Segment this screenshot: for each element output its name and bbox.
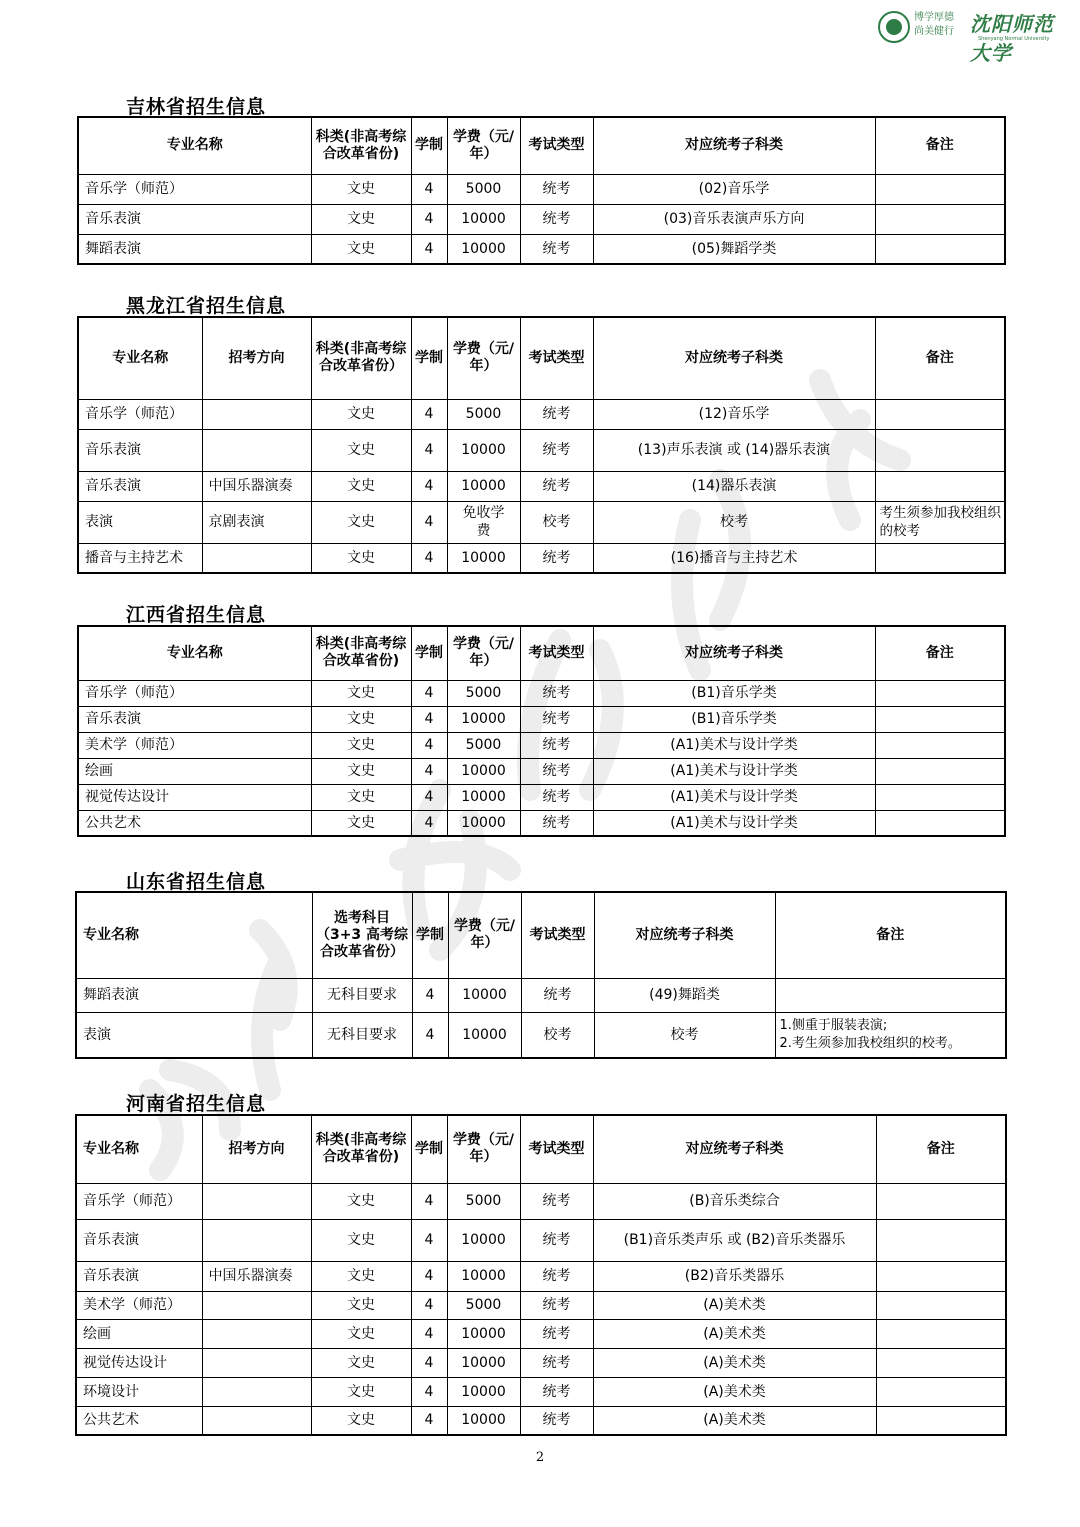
- table-row: [76, 1012, 1006, 1058]
- cell: [875, 429, 1005, 471]
- column-header: 学制: [411, 117, 447, 174]
- column-header: 学费（元/年）: [447, 626, 520, 680]
- cell: (A)美术类: [593, 1291, 876, 1319]
- cell: 文史: [311, 1348, 411, 1377]
- cell: 10000: [447, 1261, 520, 1291]
- cell: 中国乐器演奏: [202, 1261, 311, 1291]
- cell: [875, 706, 1005, 732]
- cell: 统考: [520, 399, 593, 429]
- cell: 10000: [447, 1377, 520, 1406]
- cell: 10000: [448, 1012, 521, 1058]
- cell: [202, 399, 311, 429]
- column-header: 备注: [775, 892, 1006, 978]
- cell: [875, 471, 1005, 501]
- cell: 无科目要求: [312, 978, 412, 1012]
- table-heilongjiang: [77, 316, 1006, 574]
- cell: 文史: [311, 429, 411, 471]
- university-logo: [878, 10, 1068, 65]
- cell: (A)美术类: [593, 1319, 876, 1348]
- cell: 校考: [594, 1012, 775, 1058]
- cell: (03)音乐表演声乐方向: [593, 204, 875, 234]
- cell: 文史: [311, 680, 411, 706]
- table-henan: [75, 1114, 1007, 1436]
- cell: 文史: [311, 784, 411, 810]
- cell: 文史: [311, 810, 411, 836]
- cell: 校考: [521, 1012, 594, 1058]
- column-header: 学费（元/年）: [447, 317, 520, 399]
- cell: 音乐表演: [76, 1261, 202, 1291]
- cell: [876, 1319, 1006, 1348]
- university-motto: 博学厚德 尚美健行: [914, 12, 954, 37]
- cell: 4: [411, 1291, 447, 1319]
- column-header: 专业名称: [78, 117, 311, 174]
- cell: 统考: [520, 732, 593, 758]
- cell: [876, 1183, 1006, 1219]
- cell: [875, 543, 1005, 573]
- column-header: 专业名称: [78, 626, 311, 680]
- cell: 4: [411, 471, 447, 501]
- table-row: [78, 758, 1005, 784]
- cell: 文史: [311, 1219, 411, 1261]
- cell: 文史: [311, 174, 411, 204]
- cell: 4: [412, 978, 448, 1012]
- table-row: [78, 784, 1005, 810]
- cell: 文史: [311, 1261, 411, 1291]
- cell: 视觉传达设计: [78, 784, 311, 810]
- table-row: [78, 810, 1005, 836]
- cell: 文史: [311, 1377, 411, 1406]
- section-title-jiangxi: 江西省招生信息: [126, 604, 267, 626]
- cell: 统考: [520, 234, 593, 264]
- cell: 统考: [520, 204, 593, 234]
- column-header: 科类(非高考综合改革省份）: [311, 317, 411, 399]
- section-title-shandong: 山东省招生信息: [126, 871, 267, 893]
- cell: [202, 1319, 311, 1348]
- table-row: [76, 1406, 1006, 1435]
- table-row: [76, 1291, 1006, 1319]
- cell: 京剧表演: [202, 501, 311, 543]
- cell: 统考: [521, 978, 594, 1012]
- cell: 4: [411, 174, 447, 204]
- cell: (A1)美术与设计学类: [593, 758, 875, 784]
- cell: 音乐学（师范）: [78, 399, 202, 429]
- column-header: 对应统考子科类: [593, 117, 875, 174]
- cell: 10000: [447, 706, 520, 732]
- table-row: [78, 399, 1005, 429]
- cell: (13)声乐表演 或 (14)器乐表演: [593, 429, 875, 471]
- cell: 5000: [447, 399, 520, 429]
- cell: (05)舞蹈学类: [593, 234, 875, 264]
- cell: 4: [411, 1319, 447, 1348]
- cell: 统考: [520, 1261, 593, 1291]
- cell: 4: [411, 1219, 447, 1261]
- table-row: [76, 1377, 1006, 1406]
- column-header: 学制: [411, 1115, 447, 1183]
- cell: 10000: [447, 543, 520, 573]
- university-english-name: Shenyang Normal University: [978, 36, 1050, 42]
- section-title-jilin: 吉林省招生信息: [126, 96, 267, 118]
- cell: 文史: [311, 204, 411, 234]
- table-jiangxi: [77, 625, 1006, 837]
- cell: 文史: [311, 732, 411, 758]
- cell: 统考: [520, 1183, 593, 1219]
- column-header: 专业名称: [76, 892, 312, 978]
- cell: 音乐学（师范）: [76, 1183, 202, 1219]
- cell: [202, 429, 311, 471]
- cell: [202, 543, 311, 573]
- cell: (B)音乐类综合: [593, 1183, 876, 1219]
- table-row: [78, 204, 1005, 234]
- cell: [875, 758, 1005, 784]
- cell: 统考: [520, 1377, 593, 1406]
- column-header: 考试类型: [520, 317, 593, 399]
- column-header: 对应统考子科类: [593, 626, 875, 680]
- cell: 绘画: [76, 1319, 202, 1348]
- table-row: [76, 1219, 1006, 1261]
- cell: 统考: [520, 1291, 593, 1319]
- cell: 音乐表演: [78, 706, 311, 732]
- cell: [202, 1291, 311, 1319]
- column-header: 考试类型: [520, 626, 593, 680]
- column-header: 考试类型: [520, 1115, 593, 1183]
- cell: 10000: [447, 1319, 520, 1348]
- cell: 统考: [520, 1348, 593, 1377]
- cell: 10000: [447, 204, 520, 234]
- cell: (B1)音乐学类: [593, 680, 875, 706]
- cell: 免收学费: [447, 501, 520, 543]
- cell: (A1)美术与设计学类: [593, 810, 875, 836]
- university-seal-icon: [878, 11, 910, 43]
- column-header: 学制: [411, 626, 447, 680]
- cell: 统考: [520, 1319, 593, 1348]
- table-row: [76, 1183, 1006, 1219]
- cell: 4: [411, 501, 447, 543]
- cell: (12)音乐学: [593, 399, 875, 429]
- cell: 4: [411, 1406, 447, 1435]
- cell: 文史: [311, 706, 411, 732]
- table-shandong: [75, 891, 1007, 1059]
- cell: 公共艺术: [78, 810, 311, 836]
- cell: 视觉传达设计: [76, 1348, 202, 1377]
- column-header: 对应统考子科类: [593, 1115, 876, 1183]
- column-header: 备注: [875, 317, 1005, 399]
- page-number: 2: [535, 1450, 545, 1465]
- cell: 5000: [447, 174, 520, 204]
- cell: 舞蹈表演: [76, 978, 312, 1012]
- cell: 10000: [447, 810, 520, 836]
- cell: (16)播音与主持艺术: [593, 543, 875, 573]
- cell: [875, 204, 1005, 234]
- cell: 4: [411, 1377, 447, 1406]
- cell: [876, 1377, 1006, 1406]
- cell: 统考: [520, 1219, 593, 1261]
- cell: 校考: [593, 501, 875, 543]
- cell: 5000: [447, 680, 520, 706]
- cell: 4: [411, 784, 447, 810]
- cell: 4: [411, 399, 447, 429]
- cell: 音乐表演: [78, 429, 202, 471]
- cell: [875, 234, 1005, 264]
- cell: 文史: [311, 543, 411, 573]
- cell: 10000: [447, 758, 520, 784]
- cell: 文史: [311, 399, 411, 429]
- cell: 统考: [520, 810, 593, 836]
- column-header: 考试类型: [520, 117, 593, 174]
- table-row: [78, 429, 1005, 471]
- table-row: [76, 1261, 1006, 1291]
- cell: (02)音乐学: [593, 174, 875, 204]
- cell: 4: [411, 543, 447, 573]
- cell: 统考: [520, 471, 593, 501]
- cell: 4: [411, 680, 447, 706]
- cell: 中国乐器演奏: [202, 471, 311, 501]
- cell: 音乐学（师范）: [78, 680, 311, 706]
- cell: 10000: [448, 978, 521, 1012]
- column-header: 选考科目（3+3 高考综合改革省份）: [312, 892, 412, 978]
- cell: 5000: [447, 1183, 520, 1219]
- column-header: 学费（元/年）: [447, 1115, 520, 1183]
- section-title-heilongjiang: 黑龙江省招生信息: [126, 295, 287, 317]
- cell: [202, 1406, 311, 1435]
- cell: [876, 1261, 1006, 1291]
- cell: 文史: [311, 1183, 411, 1219]
- column-header: 学制: [412, 892, 448, 978]
- cell: 音乐表演: [78, 204, 311, 234]
- column-header: 招考方向: [202, 317, 311, 399]
- cell: 4: [411, 204, 447, 234]
- column-header: 专业名称: [78, 317, 202, 399]
- table-row: [76, 978, 1006, 1012]
- table-row: [78, 174, 1005, 204]
- table-row: [78, 234, 1005, 264]
- cell: 公共艺术: [76, 1406, 202, 1435]
- column-header: 学费（元/年）: [448, 892, 521, 978]
- cell: 音乐学（师范）: [78, 174, 311, 204]
- cell: 美术学（师范）: [76, 1291, 202, 1319]
- cell: 无科目要求: [312, 1012, 412, 1058]
- cell: 表演: [76, 1012, 312, 1058]
- cell: (49)舞蹈类: [594, 978, 775, 1012]
- table-row: [76, 1319, 1006, 1348]
- cell: 播音与主持艺术: [78, 543, 202, 573]
- column-header: 科类(非高考综合改革省份): [311, 117, 411, 174]
- section-title-henan: 河南省招生信息: [126, 1093, 267, 1115]
- cell: 4: [411, 706, 447, 732]
- cell: [875, 680, 1005, 706]
- cell: 4: [411, 1183, 447, 1219]
- cell: 考生须参加我校组织的校考: [875, 501, 1005, 543]
- cell: (A)美术类: [593, 1406, 876, 1435]
- cell: [875, 399, 1005, 429]
- cell: (B1)音乐学类: [593, 706, 875, 732]
- column-header: 对应统考子科类: [594, 892, 775, 978]
- cell: (A)美术类: [593, 1348, 876, 1377]
- cell: (B2)音乐类器乐: [593, 1261, 876, 1291]
- cell: 5000: [447, 732, 520, 758]
- cell: 10000: [447, 429, 520, 471]
- cell: [876, 1219, 1006, 1261]
- cell: 4: [411, 732, 447, 758]
- cell: (A)美术类: [593, 1377, 876, 1406]
- table-row: [78, 706, 1005, 732]
- cell: 4: [411, 1261, 447, 1291]
- cell: 环境设计: [76, 1377, 202, 1406]
- column-header: 科类(非高考综合改革省份): [311, 626, 411, 680]
- cell: 音乐表演: [78, 471, 202, 501]
- cell: 统考: [520, 706, 593, 732]
- cell: 10000: [447, 234, 520, 264]
- table-jilin: [77, 116, 1006, 265]
- university-name: 沈阳师范大学: [970, 12, 1054, 65]
- column-header: 考试类型: [521, 892, 594, 978]
- cell: 文史: [311, 1291, 411, 1319]
- cell: 文史: [311, 758, 411, 784]
- table-row: [78, 732, 1005, 758]
- cell: 4: [412, 1012, 448, 1058]
- cell: 绘画: [78, 758, 311, 784]
- cell: 文史: [311, 1406, 411, 1435]
- cell: [875, 784, 1005, 810]
- column-header: 招考方向: [202, 1115, 311, 1183]
- cell: (14)器乐表演: [593, 471, 875, 501]
- cell: 4: [411, 429, 447, 471]
- table-row: [78, 680, 1005, 706]
- cell: 4: [411, 758, 447, 784]
- cell: 4: [411, 234, 447, 264]
- cell: (A1)美术与设计学类: [593, 732, 875, 758]
- cell: [876, 1406, 1006, 1435]
- cell: 10000: [447, 784, 520, 810]
- cell: 统考: [520, 758, 593, 784]
- column-header: 备注: [875, 117, 1005, 174]
- cell: [876, 1291, 1006, 1319]
- cell: [202, 1183, 311, 1219]
- table-row: [76, 1348, 1006, 1377]
- cell: 10000: [447, 1406, 520, 1435]
- cell: [875, 174, 1005, 204]
- cell: 1.侧重于服装表演; 2.考生须参加我校组织的校考。: [775, 1012, 1006, 1058]
- cell: [202, 1348, 311, 1377]
- cell: 10000: [447, 1219, 520, 1261]
- cell: 4: [411, 810, 447, 836]
- column-header: 科类(非高考综合改革省份): [311, 1115, 411, 1183]
- column-header: 学制: [411, 317, 447, 399]
- cell: (A1)美术与设计学类: [593, 784, 875, 810]
- cell: 5000: [447, 1291, 520, 1319]
- cell: [876, 1348, 1006, 1377]
- cell: 表演: [78, 501, 202, 543]
- column-header: 专业名称: [76, 1115, 202, 1183]
- cell: 音乐表演: [76, 1219, 202, 1261]
- cell: 文史: [311, 471, 411, 501]
- cell: 统考: [520, 680, 593, 706]
- cell: [202, 1219, 311, 1261]
- cell: 统考: [520, 543, 593, 573]
- column-header: 对应统考子科类: [593, 317, 875, 399]
- cell: (B1)音乐类声乐 或 (B2)音乐类器乐: [593, 1219, 876, 1261]
- cell: [202, 1377, 311, 1406]
- cell: 10000: [447, 471, 520, 501]
- cell: 校考: [520, 501, 593, 543]
- cell: [875, 732, 1005, 758]
- cell: 10000: [447, 1348, 520, 1377]
- cell: [875, 810, 1005, 836]
- column-header: 备注: [875, 626, 1005, 680]
- cell: 美术学（师范）: [78, 732, 311, 758]
- cell: 统考: [520, 429, 593, 471]
- cell: 4: [411, 1348, 447, 1377]
- cell: 统考: [520, 784, 593, 810]
- cell: 文史: [311, 234, 411, 264]
- column-header: 备注: [876, 1115, 1006, 1183]
- cell: 文史: [311, 1319, 411, 1348]
- cell: 舞蹈表演: [78, 234, 311, 264]
- table-row: [78, 543, 1005, 573]
- cell: [775, 978, 1006, 1012]
- cell: 文史: [311, 501, 411, 543]
- cell: 统考: [520, 174, 593, 204]
- table-row: [78, 501, 1005, 543]
- cell: 统考: [520, 1406, 593, 1435]
- table-row: [78, 471, 1005, 501]
- column-header: 学费（元/年）: [447, 117, 520, 174]
